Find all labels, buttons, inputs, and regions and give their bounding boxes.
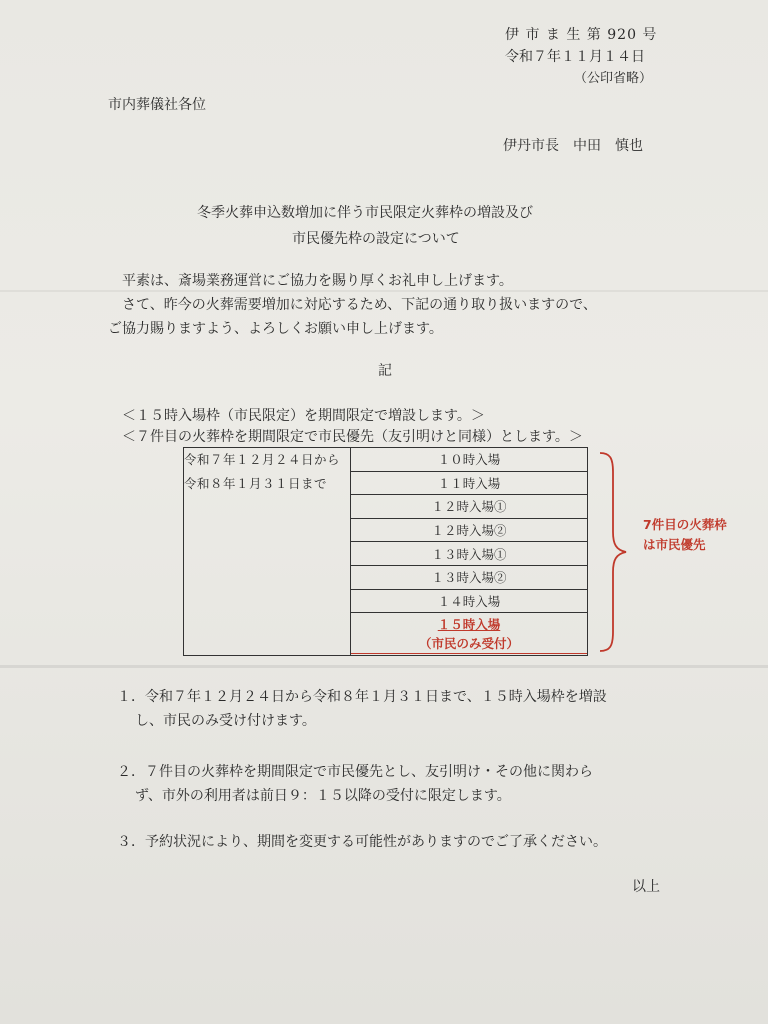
doc-date: 令和７年１１月１４日 [505,49,645,65]
slot-cell: １３時入場① [351,542,588,566]
added-slot-label: １５時入場 [437,616,501,632]
red-brace-icon [598,452,628,652]
doc-number: 伊 市 ま 生 第 920 号 [505,27,658,43]
side-note [643,515,727,555]
schedule-table [183,447,588,656]
item-1-line1: １．令和７年１２月２４日から令和８年１月３１日まで、１５時入場枠を増設 [117,689,607,705]
item-1-line2: し、市民のみ受け付けます。 [135,713,316,729]
item-3: ３．予約状況により、期間を変更する可能性がありますのでご了承ください。 [117,834,607,850]
item-2-line2: ず、市外の利用者は前日９：１５以降の受付に限定します。 [135,788,511,804]
body-line2: さて、昨今の火葬需要増加に対応するため、下記の通り取り扱いますので、 [122,297,597,313]
sender: 伊丹市長 中田 慎也 [503,138,643,154]
closing: 以上 [632,879,660,895]
body-line1: 平素は、斎場業務運営にご協力を賜り厚くお礼申し上げます。 [122,273,513,289]
item-2-line1: ２．７件目の火葬枠を期間限定で市民優先とし、友引明け・その他に関わら [117,764,593,780]
slot-cell: １４時入場 [351,589,588,613]
side-note-line1: 7件目の火葬枠 [643,517,727,532]
slot-cell: １１時入場 [351,471,588,495]
side-note-line2: は市民優先 [643,537,706,552]
paper-fold-upper [0,290,768,292]
paper-fold-lower [0,665,768,668]
seal-note: （公印省略） [574,71,653,86]
notice-2: ＜７件目の火葬枠を期間限定で市民優先（友引明けと同様）とします。＞ [122,429,583,445]
slot-cell: １２時入場② [351,518,588,542]
body-line3: ご協力賜りますよう、よろしくお願い申し上げます。 [108,321,443,337]
slot-cell: １２時入場① [351,495,588,519]
added-slot-cell [351,613,588,656]
slot-cell: １３時入場② [351,565,588,589]
doc-title-line2: 市民優先枠の設定について [292,231,460,247]
added-slot-note: （市民のみ受付） [351,634,587,654]
slot-cell: １０時入場 [351,448,588,472]
doc-title-line1: 冬季火葬申込数増加に伴う市民限定火葬枠の増設及び [197,205,533,221]
period-cell: 令和７年１２月２４日から令和８年１月３１日まで [184,448,351,656]
notice-1: ＜１５時入場枠（市民限定）を期間限定で増設します。＞ [122,408,485,424]
ki-heading: 記 [378,363,392,379]
recipient: 市内葬儀社各位 [108,97,206,113]
